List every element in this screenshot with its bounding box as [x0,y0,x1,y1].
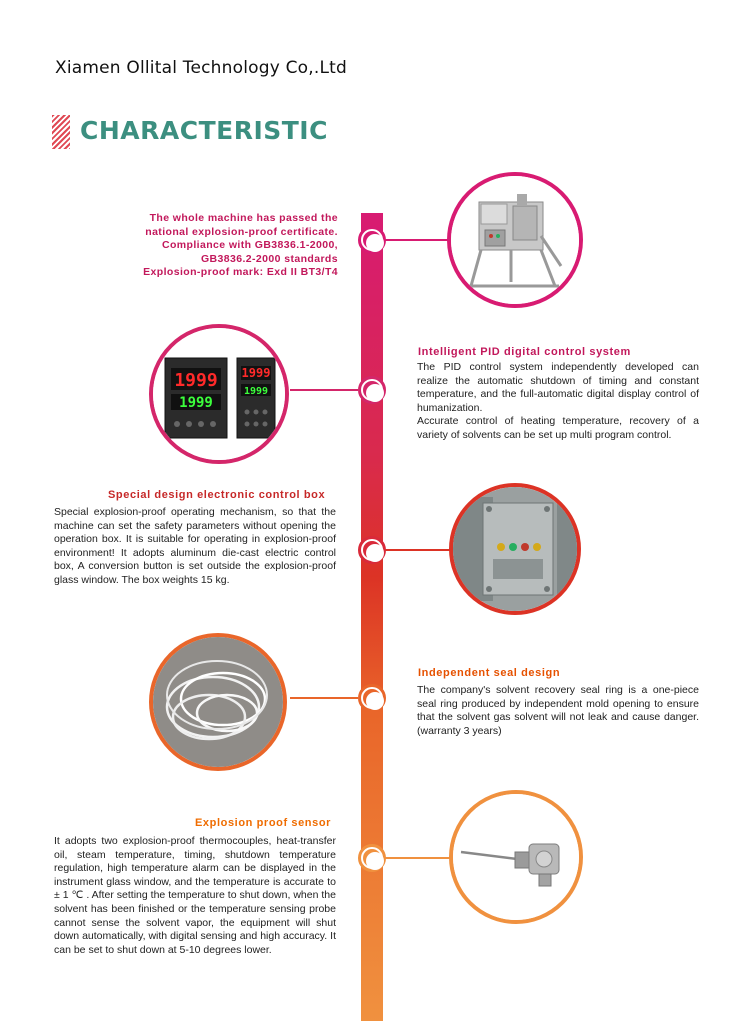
section-body-seal: The company's solvent recovery seal ring is a one-piece seal ring produced by independent mold opening to ensure that the solvent gas solvent will not leak and cause danger. (warranty 3 years) [417,684,699,737]
timeline-node-dot [363,849,381,867]
timeline-node-dot [363,381,381,399]
timeline-node-3 [358,536,386,564]
section-paragraph: The PID control system independently developed can realize the automatic shutdown of timing and constant temperature, and the full-automatic digital display control of humanization. [417,361,699,414]
certification-line: Compliance with GB3836.1-2000, [162,239,338,252]
timeline-node-5 [358,844,386,872]
control-box-illustration [453,487,577,611]
certification-line: The whole machine has passed the [149,212,338,224]
section-heading-sensor: Explosion proof sensor [195,817,332,829]
pid-controller-illustration [153,328,285,460]
section-body-pid [417,361,699,443]
timeline-node-dot [363,231,381,249]
section-body-sensor: It adopts two explosion-proof thermocouples, heat-transfer oil, steam temperature, timing, shutdown temperature regulation, high temperature alarm can be displayed in the instrument glass window, and the temperature is accurate to ± 1 ℃ . After setting the temperature to shut down, when the solvent has been finished or the temperature sensing probe cannot sense the solvent vapor, the equipment will shut down automatically, with digital sensing and high accuracy. It can be set to shut down at 5-10 degrees lower. [54,835,336,956]
section-paragraph: Accurate control of heating temperature, recovery of a variety of solvents can be set up multi program control. [417,415,699,441]
section-heading-control-box: Special design electronic control box [108,489,326,501]
seal-ring-illustration [153,637,283,767]
timeline-node-dot [363,689,381,707]
section-heading-pid: Intelligent PID digital control system [418,346,631,358]
seal-ring-photo [149,633,287,771]
timeline-node-4 [358,684,386,712]
timeline-node-2 [358,376,386,404]
company-name: Xiamen Ollital Technology Co,.Ltd [55,58,347,78]
pid-display-large-bottom: 1999 [179,395,213,411]
certification-line: national explosion-proof certificate. [145,225,338,238]
machine-photo [447,172,583,308]
section-heading-seal: Independent seal design [418,667,561,679]
sensor-illustration [453,794,579,920]
pid-display-small-bottom: 1999 [243,386,269,397]
page-title: CHARACTERISTIC [80,116,328,145]
timeline-node-1 [358,226,386,254]
certification-line: GB3836.2-2000 standards [200,252,338,265]
section-body-control-box: Special explosion-proof operating mechanism, so that the machine can set the safety parameters without opening the operation box. It is suitable for operating in explosion-proof environment! It adopts aluminum die-cast electric control box, A conversion button is set outside the explosion-proof glass window. The box weights 15 kg. [54,506,336,586]
pid-display-large-top: 1999 [174,370,218,391]
sensor-photo [449,790,583,924]
machine-illustration [451,176,579,304]
pid-controller-photo [149,324,289,464]
certification-line: Explosion-proof mark: Exd II BT3/T4 [143,266,338,279]
timeline-node-dot [363,541,381,559]
control-box-photo [449,483,581,615]
pid-display-small-top: 1999 [241,366,271,380]
